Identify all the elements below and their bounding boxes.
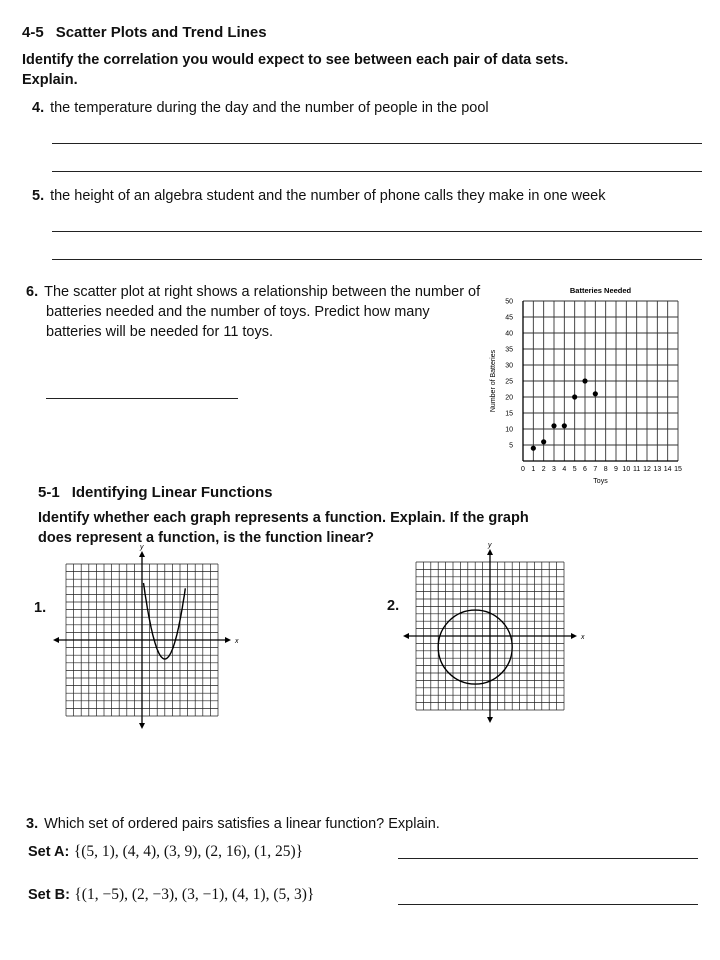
- y-arrow-icon: [139, 551, 145, 557]
- data-point: [531, 446, 536, 451]
- answer-line[interactable]: [52, 231, 702, 232]
- data-point: [572, 394, 577, 399]
- answer-line[interactable]: [46, 398, 238, 399]
- question-text: the temperature during the day and the number of people in the pool: [50, 100, 489, 116]
- section-heading-4-5: [22, 24, 267, 41]
- y-arrow-icon: [487, 717, 493, 723]
- y-tick-label: 5: [509, 442, 513, 450]
- x-tick-label: 0: [521, 466, 525, 473]
- y-tick-label: 30: [505, 362, 513, 370]
- set-b-value: {(1, −5), (2, −3), (3, −1), (4, 1), (5, 3)}: [74, 886, 315, 903]
- answer-line[interactable]: [52, 259, 702, 260]
- x-tick-label: 12: [643, 466, 651, 473]
- x-axis-label: x: [581, 634, 585, 641]
- x-tick-label: 8: [603, 466, 608, 473]
- question-text: The scatter plot at right shows a relationship between the number of batteries needed and the number of toys. Predict how many batteries will be needed for 11 toys.: [44, 284, 481, 340]
- section-title: Identifying Linear Functions: [71, 484, 273, 501]
- question-text: Which set of ordered pairs satisfies a linear function? Explain.: [44, 816, 440, 832]
- question-5: [32, 186, 712, 206]
- x-tick-label: 9: [614, 466, 618, 473]
- y-axis-label: y: [488, 542, 492, 549]
- data-point: [562, 423, 567, 428]
- y-arrow-icon: [487, 549, 493, 555]
- data-point: [582, 378, 587, 383]
- section-instructions: Identify the correlation you would expect to see between each pair of data sets. Explain.: [22, 52, 569, 88]
- y-tick-label: 10: [505, 426, 513, 434]
- y-tick-label: 20: [505, 394, 513, 402]
- scatter-grid: [523, 301, 678, 461]
- x-tick-label: 6: [583, 466, 587, 473]
- chart-title: Batteries Needed: [569, 286, 632, 295]
- y-tick-label: 45: [505, 314, 513, 322]
- x-tick-label: 15: [674, 466, 682, 473]
- set-a-label: Set A:: [28, 844, 70, 860]
- x-arrow-icon: [225, 637, 231, 643]
- question-number: 6.: [26, 284, 39, 300]
- graph-2-circle: [408, 540, 598, 722]
- question-text: the height of an algebra student and the number of phone calls they make in one week: [50, 188, 606, 204]
- section-number: 4-5: [22, 24, 44, 41]
- question-number: 4.: [32, 100, 45, 116]
- set-b-row: [28, 886, 314, 904]
- data-point: [551, 423, 556, 428]
- set-a-value: {(5, 1), (4, 4), (3, 9), (2, 16), (1, 25)}: [73, 843, 304, 860]
- x-tick-label: 1: [531, 466, 536, 473]
- x-tick-label: 14: [663, 466, 672, 473]
- x-axis-label: Toys: [593, 478, 608, 485]
- set-a-row: [28, 843, 303, 861]
- question-number: 5.: [32, 188, 45, 204]
- x-arrow-icon: [53, 637, 59, 643]
- answer-line[interactable]: [398, 904, 698, 905]
- y-tick-label: 40: [505, 330, 513, 338]
- x-arrow-icon: [571, 633, 577, 639]
- data-point: [541, 439, 546, 444]
- x-arrow-icon: [403, 633, 409, 639]
- question-6: [26, 282, 486, 342]
- answer-line[interactable]: [52, 143, 702, 144]
- x-axis-label: x: [235, 638, 239, 645]
- set-b-label: Set B:: [28, 887, 70, 903]
- batteries-scatter-plot: [482, 280, 697, 490]
- section-number: 5-1: [38, 484, 60, 501]
- x-tick-label: 11: [633, 466, 641, 473]
- x-tick-label: 2: [541, 466, 546, 473]
- section-heading-5-1: [38, 484, 273, 501]
- y-axis-label: y: [140, 544, 144, 551]
- section-instructions: Identify whether each graph represents a function. Explain. If the graph does represent a function, is the function linear?: [38, 510, 529, 546]
- question-number: 3.: [26, 816, 39, 832]
- section-title: Scatter Plots and Trend Lines: [55, 24, 267, 41]
- y-arrow-icon: [139, 723, 145, 729]
- x-tick-label: 3: [552, 466, 556, 473]
- x-tick-label: 5: [572, 466, 577, 473]
- y-tick-label: 35: [505, 346, 513, 354]
- graph-1-parabola: [55, 544, 245, 730]
- answer-line[interactable]: [52, 171, 702, 172]
- graph-label-1: 1.: [34, 600, 47, 616]
- x-tick-label: 7: [593, 466, 598, 473]
- answer-line[interactable]: [398, 858, 698, 859]
- y-axis-label: Number of Batteries: [490, 349, 497, 413]
- y-tick-label: 50: [505, 298, 513, 306]
- question-4: [32, 98, 692, 118]
- y-tick-label: 15: [505, 410, 513, 418]
- data-point: [593, 391, 598, 396]
- x-tick-label: 4: [562, 466, 567, 473]
- graph-label-2: 2.: [387, 598, 400, 614]
- x-tick-label: 10: [622, 466, 631, 473]
- y-tick-label: 25: [505, 378, 513, 386]
- question-3: [26, 814, 646, 834]
- x-tick-label: 13: [653, 466, 662, 473]
